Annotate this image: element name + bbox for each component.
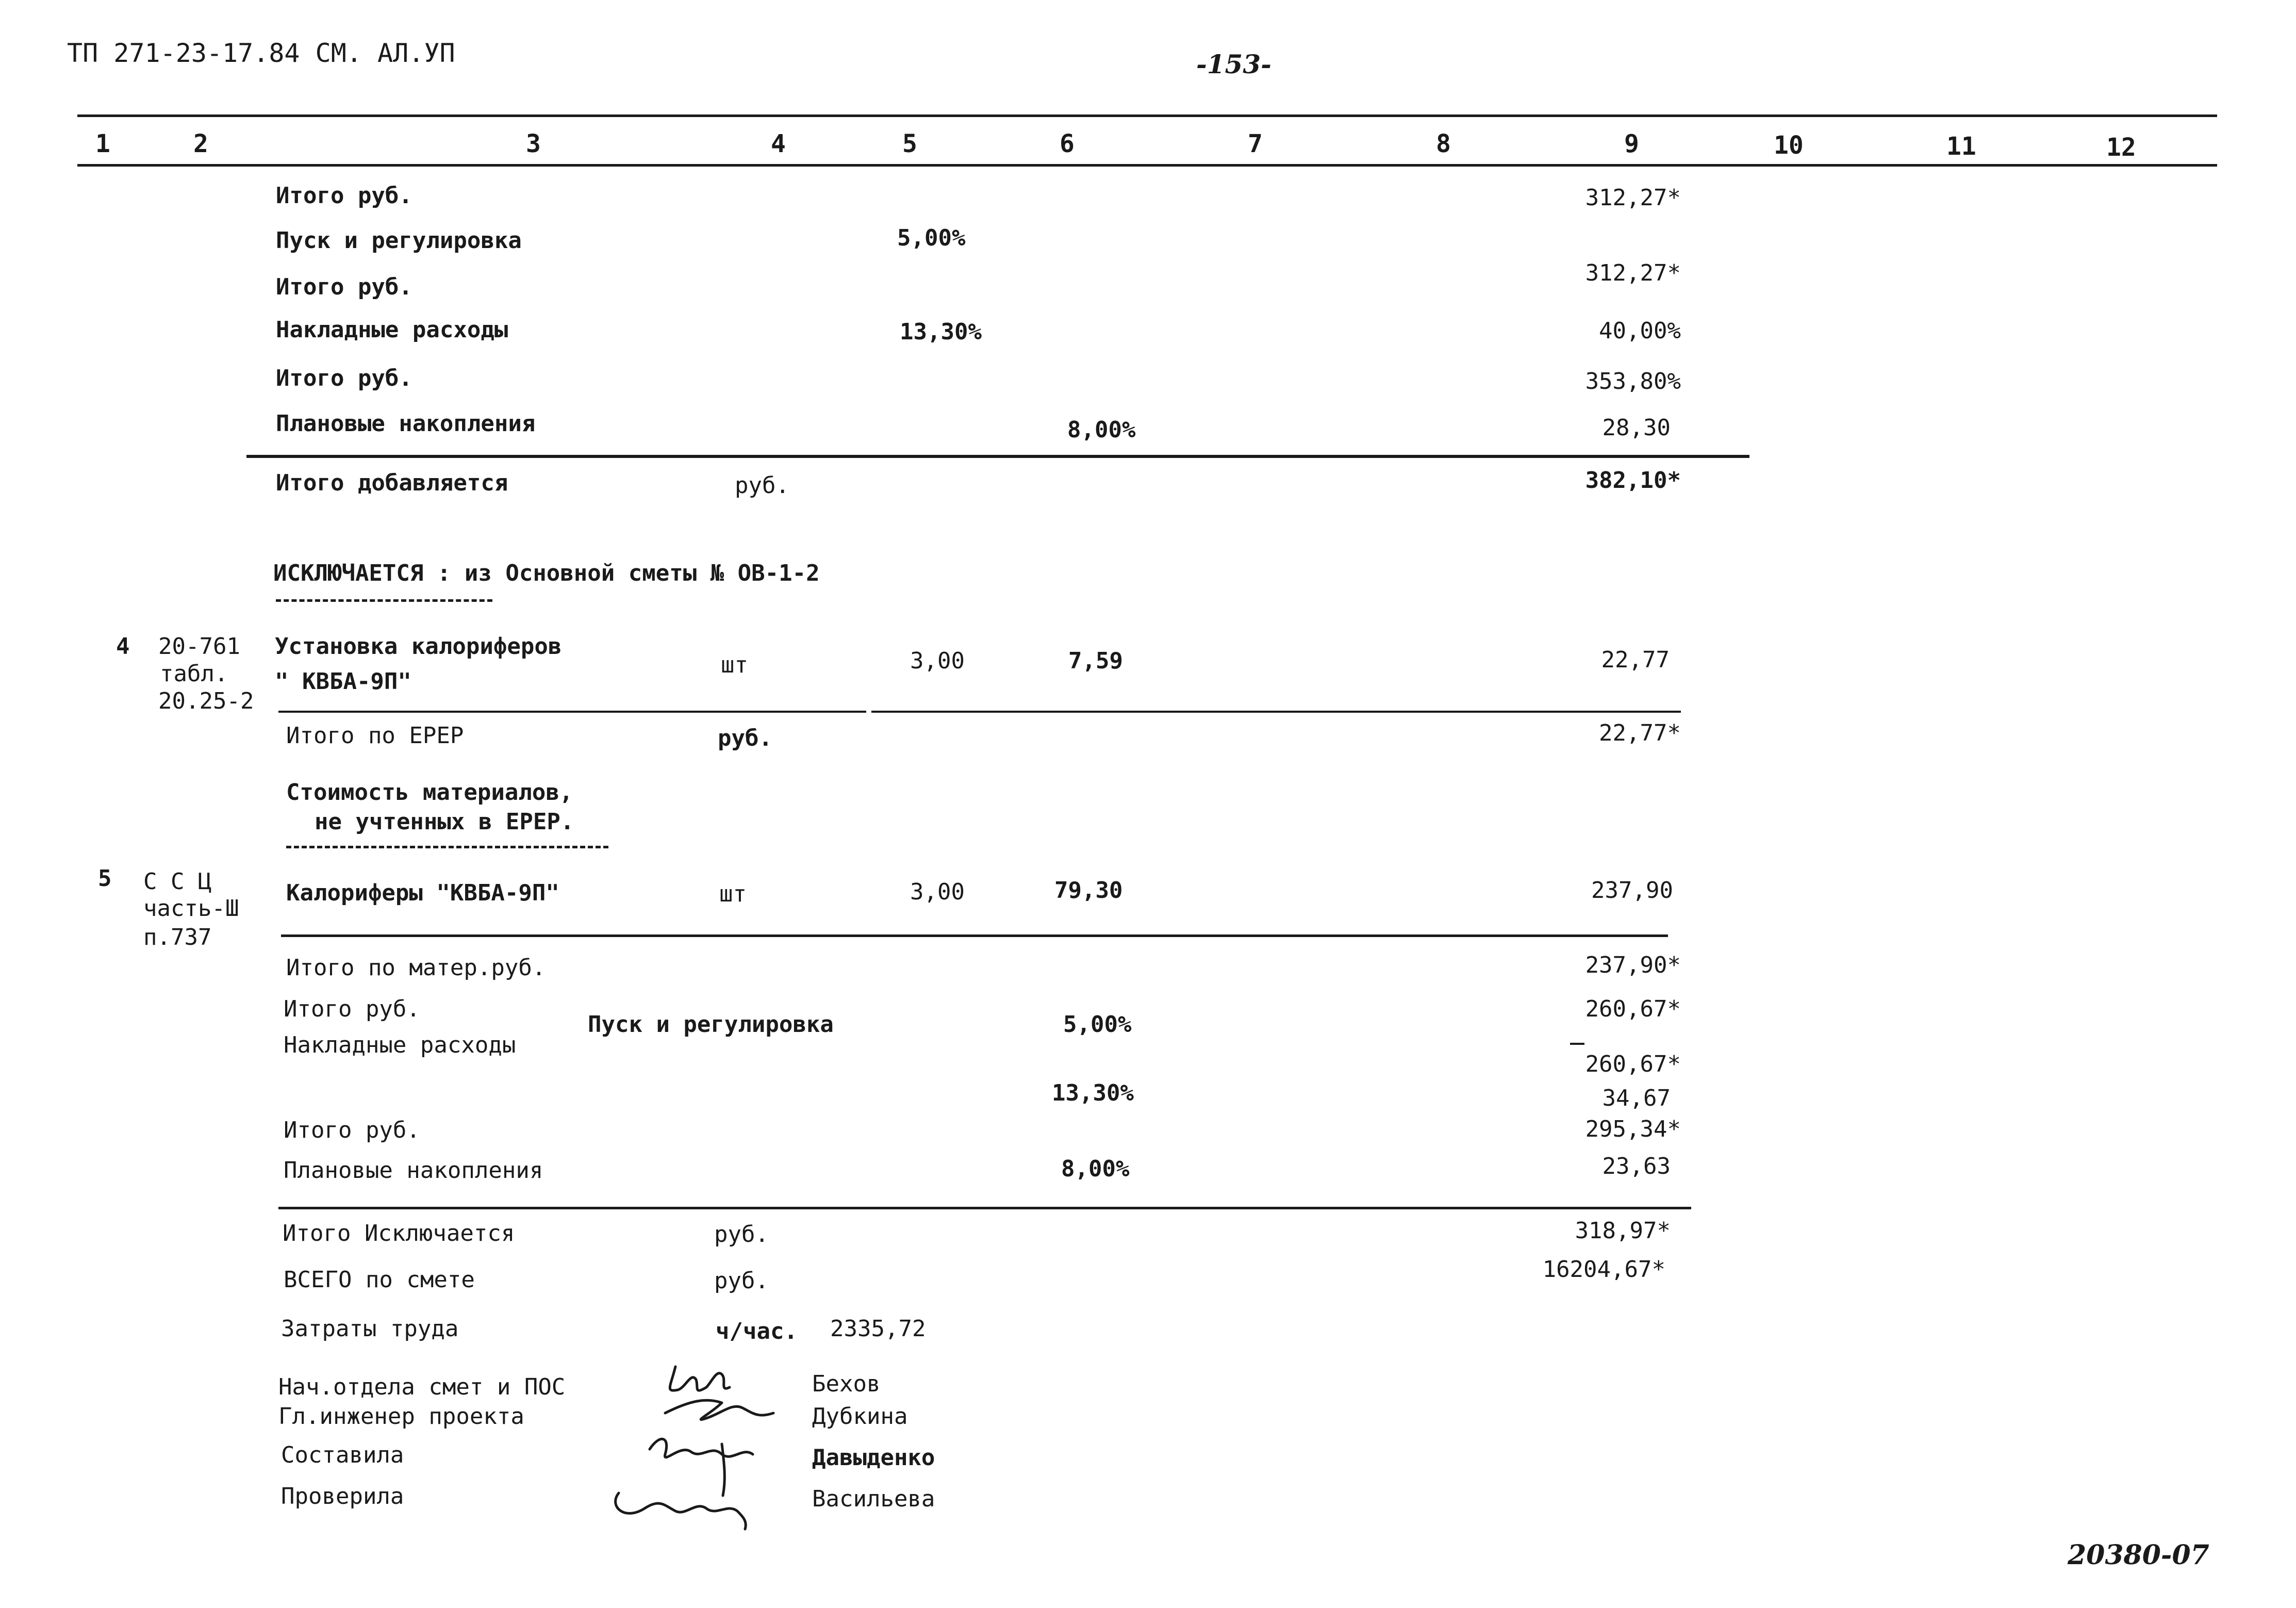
header-bottom-rule [77, 164, 2217, 167]
subtotal-unit: руб. [718, 725, 772, 751]
item-rule [281, 934, 1668, 937]
handwritten-signatures [588, 1351, 815, 1537]
column-number: 1 [95, 129, 110, 158]
heading-underline [276, 599, 492, 602]
excluded-total-label: Итого Исключается [283, 1220, 515, 1246]
col9-value: 34,67 [1602, 1085, 1671, 1111]
item-code: табл. [160, 661, 228, 687]
item-code: часть-Ш [143, 895, 239, 922]
item-price: 79,30 [1054, 877, 1123, 904]
row-extra-label: Пуск и регулировка [588, 1011, 834, 1038]
materials-note: не учтенных в ЕРЕР. [315, 809, 574, 835]
total-label: Итого добавляется [276, 470, 508, 496]
item-name: Установка калориферов [275, 633, 562, 660]
row-label: Накладные расходы [284, 1032, 516, 1058]
col9-value: 312,27* [1585, 185, 1681, 211]
labor-value: 2335,72 [830, 1316, 926, 1342]
grand-total-unit: руб. [714, 1268, 769, 1294]
column-number: 3 [526, 129, 541, 158]
item-code: п.737 [143, 924, 212, 950]
col6-value: 8,00% [1067, 417, 1136, 443]
row-label: Итого по матер.руб. [286, 955, 546, 981]
header-top-rule [77, 114, 2217, 117]
signatory-name: Дубкина [812, 1403, 908, 1430]
row-label: Итого руб. [276, 365, 412, 391]
signatory-role: Гл.инженер проекта [278, 1403, 524, 1430]
col9-value: 295,34* [1585, 1116, 1681, 1142]
column-number: 7 [1248, 129, 1263, 158]
column-number: 2 [193, 129, 208, 158]
column-number: 6 [1060, 129, 1075, 158]
item-quantity: 3,00 [910, 879, 965, 905]
column-number: 4 [771, 129, 786, 158]
row-label: Пуск и регулировка [276, 227, 522, 254]
signatory-role: Составила [281, 1442, 404, 1468]
row-label: Накладные расходы [276, 317, 508, 343]
col9-value: 312,27* [1585, 260, 1681, 286]
labor-unit: ч/час. [716, 1318, 798, 1344]
col9-value: 237,90* [1585, 952, 1681, 978]
grand-total-label: ВСЕГО по смете [284, 1267, 475, 1293]
row-label: Плановые накопления [276, 411, 536, 437]
signatory-name: Васильева [812, 1486, 935, 1512]
col5-value: 13,30% [900, 319, 982, 345]
materials-underline [286, 846, 608, 848]
item-name: " КВБА-9П" [275, 668, 411, 695]
col6-value: 8,00% [1061, 1156, 1130, 1182]
col9-value: 23,63 [1602, 1153, 1671, 1179]
subtotal-label: Итого по ЕРЕР [286, 723, 464, 749]
item-rule [871, 711, 1681, 713]
total-value: 382,10* [1585, 467, 1681, 494]
excluded-total-unit: руб. [714, 1221, 769, 1248]
total-unit: руб. [735, 472, 789, 499]
item-code: 20.25-2 [158, 688, 254, 714]
grand-total-value: 16204,67* [1542, 1256, 1665, 1283]
col9-value: 260,67* [1585, 996, 1681, 1022]
item-code: 20-761 [158, 633, 240, 660]
document-reference: ТП 271-23-17.84 СМ. АЛ.УП [67, 38, 455, 68]
item-unit: шт [721, 652, 748, 678]
total-rule [278, 1207, 1691, 1209]
item-number: 5 [98, 865, 112, 892]
signatory-role: Проверила [281, 1483, 404, 1509]
col9-value: 40,00% [1599, 318, 1681, 344]
row-label: Плановые накопления [284, 1157, 543, 1184]
column-number: 8 [1436, 129, 1451, 158]
column-number: 9 [1624, 129, 1639, 158]
repeat-mark [1570, 1043, 1584, 1045]
col9-value: 260,67* [1585, 1051, 1681, 1077]
footer-code: 20380-07 [2068, 1539, 2209, 1571]
materials-note: Стоимость материалов, [286, 779, 573, 806]
row-label: Итого руб. [276, 274, 412, 300]
row-label: Итого руб. [276, 183, 412, 209]
item-quantity: 3,00 [910, 648, 965, 674]
col9-value: 28,30 [1602, 415, 1671, 441]
item-rule [278, 711, 866, 713]
signatory-name: Бехов [812, 1371, 881, 1397]
total-rule [246, 455, 1749, 458]
excluded-heading: ИСКЛЮЧАЕТСЯ : из Основной сметы № ОВ-1-2 [273, 560, 820, 586]
signatory-role: Нач.отдела смет и ПОС [278, 1374, 566, 1400]
page-number: -153- [1196, 49, 1271, 79]
col6-value: 5,00% [1063, 1011, 1132, 1038]
column-number: 10 [1774, 131, 1804, 160]
column-number: 11 [1946, 132, 1976, 161]
column-number: 5 [902, 129, 917, 158]
row-label: Итого руб. [284, 996, 420, 1022]
excluded-total-value: 318,97* [1575, 1218, 1671, 1244]
col6-value: 13,30% [1052, 1080, 1134, 1106]
item-name: Калориферы "КВБА-9П" [286, 880, 559, 906]
signatory-name: Давыденко [812, 1445, 935, 1471]
item-price: 7,59 [1068, 648, 1123, 674]
labor-label: Затраты труда [281, 1316, 459, 1342]
column-number: 12 [2106, 133, 2136, 162]
col9-value: 353,80% [1585, 368, 1681, 395]
col5-value: 5,00% [897, 225, 966, 251]
row-label: Итого руб. [284, 1117, 420, 1143]
item-code: С С Ц [143, 868, 212, 895]
item-unit: шт [719, 881, 747, 907]
item-total: 237,90 [1591, 877, 1673, 904]
item-number: 4 [116, 633, 130, 660]
item-total: 22,77 [1601, 647, 1670, 673]
subtotal-value: 22,77* [1599, 720, 1681, 746]
